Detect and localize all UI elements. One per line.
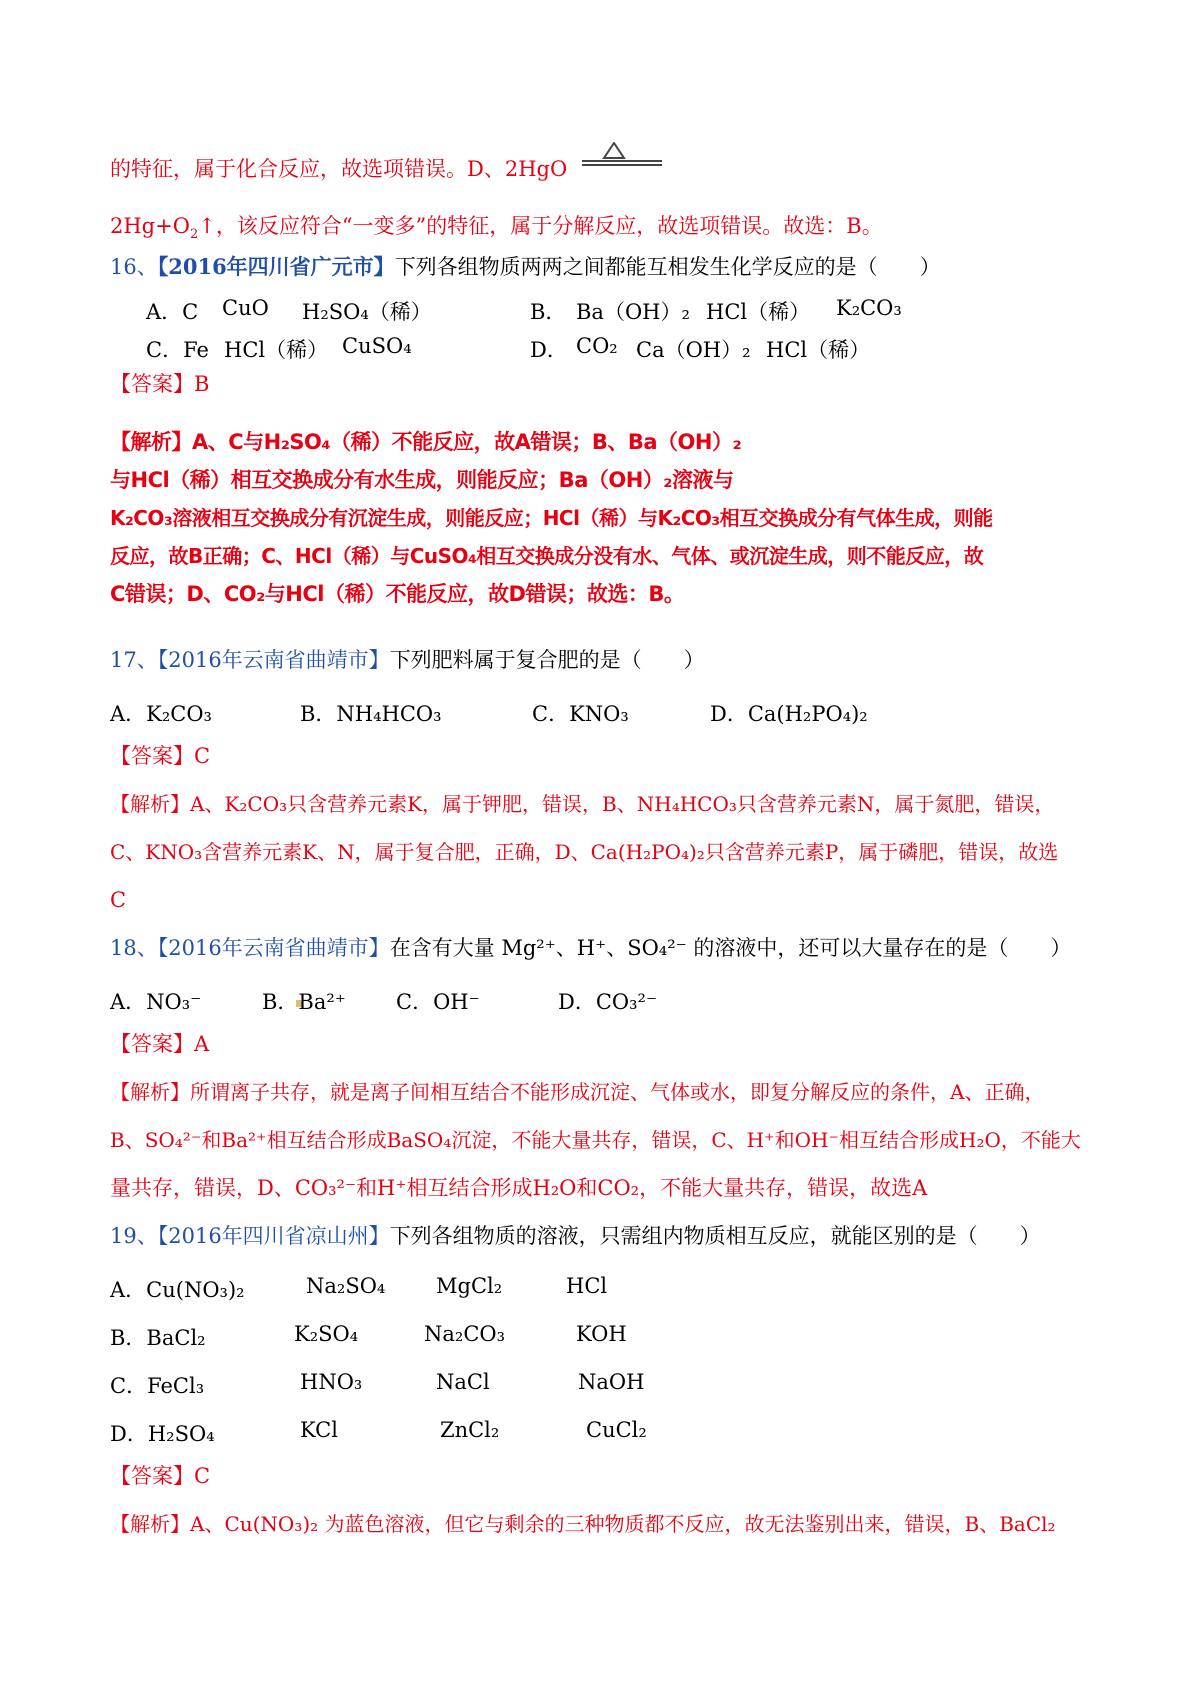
q17-option-c: C．KNO₃ [532,702,629,726]
q17-analysis-line: C [110,888,127,912]
q17-source: 【2016年云南省曲靖市】 [157,648,390,672]
q18-source: 【2016年云南省曲靖市】 [157,936,390,960]
q16-analysis-line: 与HCl（稀）相互交换成分有水生成，则能反应；Ba（OH）₂溶液与 [110,468,734,492]
q16-option-d: D． CO₂ Ca（OH）₂ HCl（稀） [530,334,871,362]
q16-analysis-line: 反应，故B正确；C、HCl（稀）与CuSO₄相互交换成分没有水、气体、或沉淀生成，则不能反应，故 [110,544,984,568]
q17-answer: 【答案】C [110,744,211,768]
continuation-text: 的特征，属于化合反应，故选项错误。D、2HgO [110,157,568,181]
q17-option-b: B．NH₄HCO₃ [300,702,442,726]
q18-analysis-line: 【解析】所谓离子共存，就是离子间相互结合不能形成沉淀、气体或水，即复分解反应的条件，A、正确， [110,1080,1045,1104]
q19-stem [110,1226,1041,1247]
q19-source: 【2016年四川省凉山州】 [157,1224,390,1248]
q17-analysis-line: 【解析】A、K₂CO₃只含营养元素K，属于钾肥，错误，B、NH₄HCO₃只含营养元素N，属于氮肥，错误， [110,792,1055,816]
q18-analysis-line: B、SO₄²⁻和Ba²⁺相互结合形成BaSO₄沉淀，不能大量共存，错误，C、H⁺和OH⁻相互结合形成H₂O，不能大 [110,1128,1081,1152]
q16-analysis-line: K₂CO₃溶液相互交换成分有沉淀生成，则能反应；HCl（稀）与K₂CO₃相互交换成分有气体生成，则能 [110,506,993,530]
q18-option-c: C．OH⁻ [396,990,480,1014]
q18-stem [110,938,1071,959]
q16-option-b: B． Ba（OH）₂ HCl（稀） K₂CO₃ [530,296,902,324]
q19-analysis-line: 【解析】A、Cu(NO₃)₂ 为蓝色溶液，但它与剩余的三种物质都不反应，故无法鉴别出来，错误，B、BaCl₂ [110,1512,1056,1536]
q19-number: 19、 [110,1224,158,1248]
q18-question: 在含有大量 Mg²⁺、H⁺、SO₄²⁻ 的溶液中，还可以大量存在的是（ ） [389,936,1072,960]
q17-question: 下列肥料属于复合肥的是（ ） [389,648,705,672]
q18-option-d: D．CO₃²⁻ [558,990,658,1014]
continuation-line-1 [110,159,567,180]
q17-stem [110,650,705,671]
q16-question: 下列各组物质两两之间都能互相发生化学反应的是（ ） [394,255,941,279]
q17-option-a: A．K₂CO₃ [110,702,212,726]
q16-answer: 【答案】B [110,372,210,396]
q19-answer: 【答案】C [110,1464,211,1488]
q18-answer: 【答案】A [110,1032,210,1056]
q16-analysis-line: C错误；D、CO₂与HCl（稀）不能反应，故D错误；故选：B。 [110,582,685,606]
q17-number: 17、 [110,648,158,672]
q16-option-c: C．Fe HCl（稀） CuSO₄ [146,334,412,362]
q17-analysis-line: C、KNO₃含营养元素K、N，属于复合肥，正确，D、Ca(H₂PO₄)₂只含营养元素P，属于磷肥，错误，故选 [110,840,1059,864]
q16-option-a: A．C CuO H₂SO₄（稀） [146,296,432,324]
q18-option-b: B．Ba²⁺ [262,990,346,1014]
heating-condition-symbol [582,142,662,168]
q16-analysis-line: 【解析】A、C与H₂SO₄（稀）不能反应，故A错误；B、Ba（OH）₂ [110,430,742,454]
q18-option-a: A．NO₃⁻ [110,990,202,1014]
q16-number: 16、 [110,255,158,279]
q18-analysis-line: 量共存，错误，D、CO₃²⁻和H⁺相互结合形成H₂O和CO₂，不能大量共存，错误，故选A [110,1176,928,1200]
q19-question: 下列各组物质的溶液，只需组内物质相互反应，就能区别的是（ ） [389,1224,1041,1248]
q16-source: 【2016年四川省广元市】 [157,254,395,279]
continuation-line-2: $2Hg+O_2↑$，该反应符合“一变多”的特征，属于分解反应，故选项错误。故选：B。 [110,214,883,243]
q18-number: 18、 [110,936,158,960]
q16-stem [110,256,941,278]
q17-option-d: D．Ca(H₂PO₄)₂ [710,702,868,726]
